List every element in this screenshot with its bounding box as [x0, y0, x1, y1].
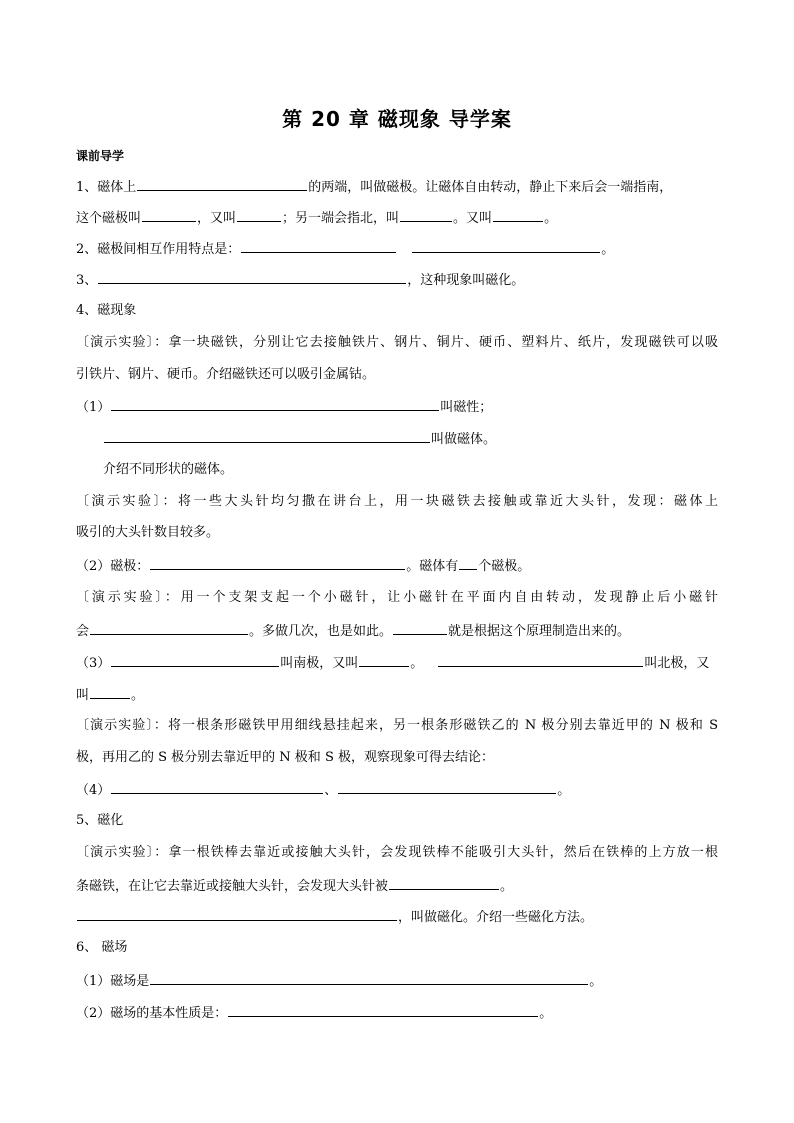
- p4-text-b: 、: [324, 783, 338, 798]
- p2-text-b: 。磁体有: [406, 559, 459, 574]
- q1-text-f: 。又叫: [453, 211, 493, 226]
- q1-blank-3[interactable]: [237, 207, 281, 222]
- demo5-text-b: 条磁铁，在让它去靠近或接触大头针，会发现大头针被: [76, 879, 389, 894]
- p3-text-f: 。: [131, 688, 145, 703]
- demo-3-line-2: [76, 620, 630, 642]
- question-5-title: 5、磁化: [76, 813, 124, 828]
- q2-text-a: 2、磁极间相互作用特点是：: [76, 242, 241, 257]
- demo-2-line-1: 〔演示实验〕：将一些大头针均匀撒在讲台上，用一块磁铁去接触或靠近大头针，发现：磁体上: [76, 494, 718, 509]
- q1-blank-1[interactable]: [137, 176, 307, 191]
- p1-text-a: （1）: [76, 400, 111, 415]
- p3-text-a: （3）: [76, 656, 111, 671]
- q5-text: ，叫做磁化。介绍一些磁化方法。: [398, 910, 594, 925]
- field-1: [76, 970, 602, 992]
- q1-text-c: 这个磁极叫: [76, 211, 142, 226]
- part-2: [76, 555, 530, 577]
- p3-blank-2[interactable]: [359, 652, 409, 667]
- f1-text-b: 。: [589, 974, 603, 989]
- p2-text-a: （2）磁极：: [76, 559, 150, 574]
- demo-4-line-2: 极，再用乙的 S 极分别去靠近甲的 N 极和 S 极，观察现象可得去结论：: [76, 750, 494, 765]
- demo-1-line-2: 引铁片、钢片、硬币。介绍磁铁还可以吸引金属钴。: [76, 367, 376, 382]
- q3-blank[interactable]: [98, 269, 406, 284]
- part-1-line-1: [76, 396, 492, 418]
- p3-text-e: 叫: [76, 688, 90, 703]
- f2-text-b: 。: [539, 1006, 553, 1021]
- q2-blank-1[interactable]: [241, 238, 396, 253]
- part-3-line-2: [76, 684, 144, 706]
- demo3-text-d: 就是根据这个原理制造出来的。: [448, 624, 631, 639]
- p1-text-b: 叫磁性；: [440, 400, 493, 415]
- q1-text-b: 的两端，叫做磁极。让磁体自由转动，静止下来后会一端指南，: [308, 180, 673, 195]
- p3-text-c: 。: [410, 656, 424, 671]
- p2-text-c: 个磁极。: [478, 559, 531, 574]
- question-2: [76, 238, 614, 260]
- question-3: [76, 269, 524, 291]
- q1-text-e: ；另一端会指北，叫: [282, 211, 400, 226]
- q1-blank-2[interactable]: [142, 207, 196, 222]
- demo5-text-c: 。: [500, 879, 514, 894]
- p4-blank-2[interactable]: [338, 779, 556, 794]
- q3-text-a: 3、: [76, 273, 98, 288]
- demo3-blank-2[interactable]: [393, 620, 447, 635]
- p1-text-c: 叫做磁体。: [431, 432, 497, 447]
- f1-text-a: （1）磁场是: [76, 974, 150, 989]
- p3-blank-3[interactable]: [438, 652, 643, 667]
- demo-2-line-2: 吸引的大头针数目较多。: [76, 525, 220, 540]
- q2-blank-2[interactable]: [412, 238, 600, 253]
- question-1-line-1: [76, 176, 672, 198]
- section-heading: 课前导学: [76, 149, 125, 163]
- q1-text-d: ，又叫: [197, 211, 237, 226]
- page-title: 第 20 章 磁现象 导学案: [282, 107, 512, 131]
- q5-blank[interactable]: [77, 906, 397, 921]
- intro-shapes: 介绍不同形状的磁体。: [103, 462, 234, 477]
- p3-text-b: 叫南极，又叫: [280, 656, 359, 671]
- part-3-line-1: [76, 652, 709, 674]
- q1-blank-4[interactable]: [400, 207, 452, 222]
- question-4-title: 4、磁现象: [76, 303, 137, 318]
- q1-text-g: 。: [544, 211, 558, 226]
- f2-text-a: （2）磁场的基本性质是：: [76, 1006, 228, 1021]
- p4-text-c: 。: [557, 783, 571, 798]
- q2-text-b: 。: [601, 242, 615, 257]
- demo-4-line-1: 〔演示实验〕：将一根条形磁铁甲用细线悬挂起来，另一根条形磁铁乙的 N 极分别去靠近甲的 N 极和 S: [76, 718, 718, 733]
- p3-blank-4[interactable]: [90, 684, 130, 699]
- demo-1-line-1: 〔演示实验〕：拿一块磁铁，分别让它去接触铁片、钢片、铜片、硬币、塑料片、纸片，发现磁铁可以吸: [76, 335, 718, 350]
- f2-blank[interactable]: [228, 1002, 538, 1017]
- question-1-line-2: [76, 207, 557, 229]
- p4-text-a: （4）: [76, 783, 111, 798]
- demo3-text-b: 会: [76, 624, 90, 639]
- demo-5-line-1: 〔演示实验〕：拿一根铁棒去靠近或接触大头针，会发现铁棒不能吸引大头针，然后在铁棒的上方放一根: [76, 845, 718, 860]
- p2-blank-2[interactable]: [459, 555, 477, 570]
- f1-blank[interactable]: [150, 970, 588, 985]
- p2-blank-1[interactable]: [150, 555, 405, 570]
- q1-text-a: 1、磁体上: [76, 180, 137, 195]
- demo3-text-c: 。多做几次，也是如此。: [249, 624, 393, 639]
- p3-blank-1[interactable]: [111, 652, 279, 667]
- p1-blank-1[interactable]: [111, 396, 439, 411]
- demo-3-line-1: 〔演示实验〕：用一个支架支起一个小磁针，让小磁针在平面内自由转动，发现静止后小磁针: [76, 590, 718, 605]
- question-5-line: [76, 906, 593, 928]
- p3-text-d: 叫北极，又: [644, 656, 710, 671]
- demo5-blank[interactable]: [389, 875, 499, 890]
- field-2: [76, 1002, 552, 1024]
- part-4: [76, 779, 570, 801]
- p4-blank-1[interactable]: [111, 779, 323, 794]
- part-1-line-2: [103, 428, 496, 450]
- demo3-blank-1[interactable]: [90, 620, 248, 635]
- q3-text-b: ，这种现象叫磁化。: [407, 273, 525, 288]
- p1-blank-2[interactable]: [104, 428, 430, 443]
- demo-5-line-2: [76, 875, 513, 897]
- q1-blank-5[interactable]: [493, 207, 543, 222]
- question-6-title: 6、 磁场: [76, 940, 128, 955]
